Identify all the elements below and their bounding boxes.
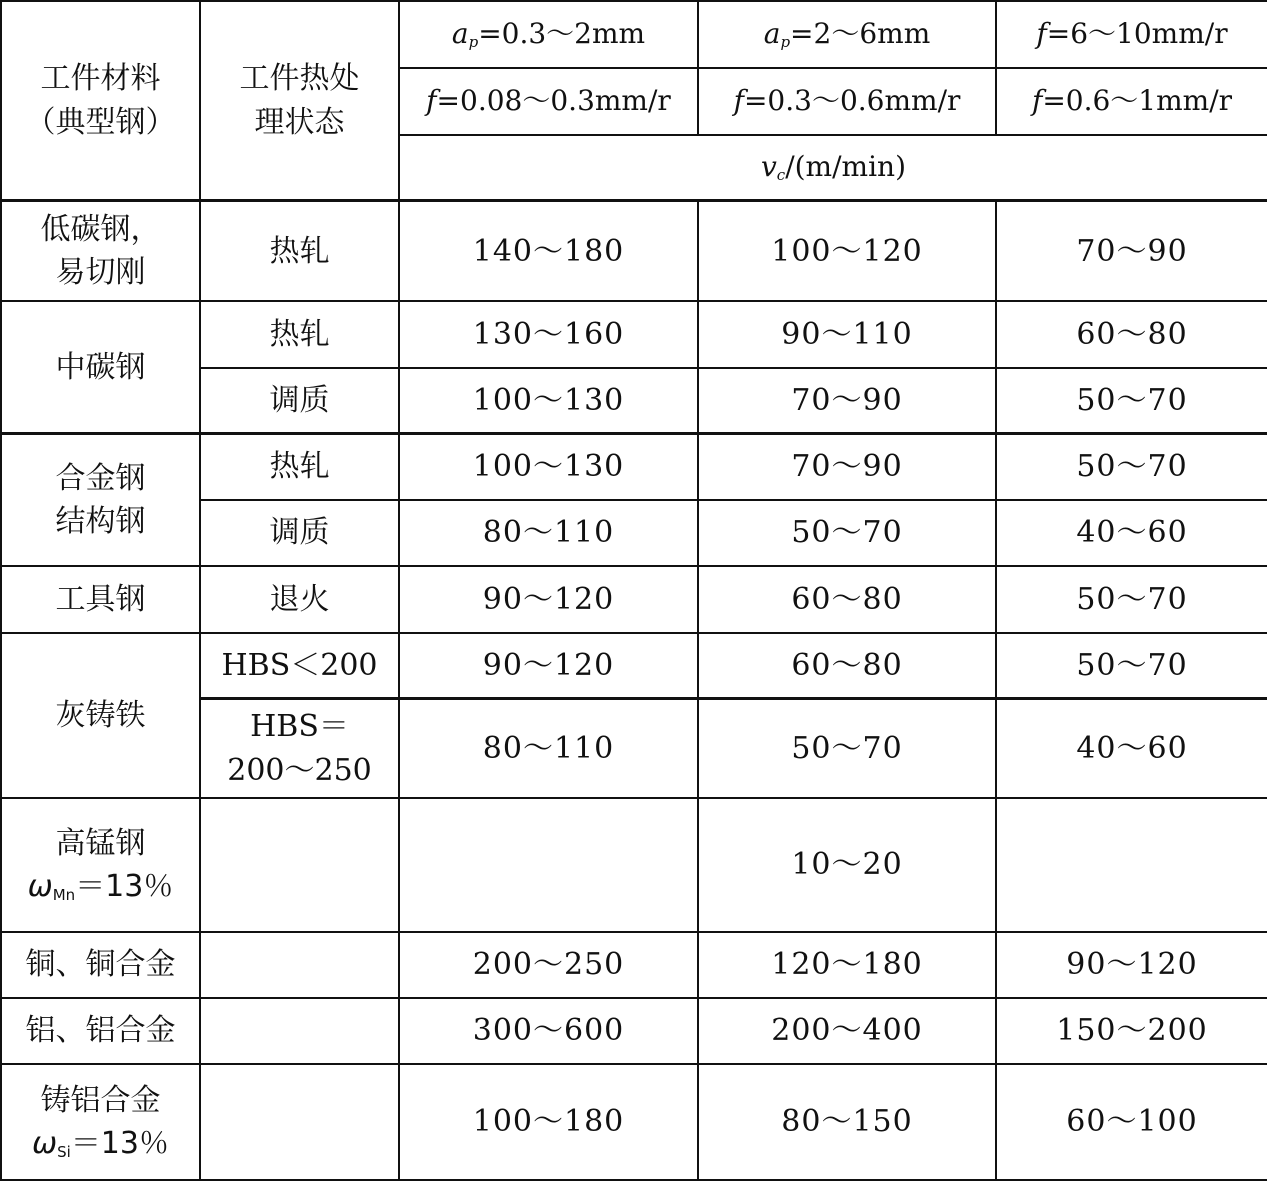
speed-cell: 70～90: [698, 434, 996, 500]
header-ap-col1: $a_p=0.3\sim 2mm$: [399, 1, 698, 68]
table-row: [1, 798, 1267, 932]
treatment-cell: 退火: [200, 566, 399, 632]
table-row: [1, 434, 1267, 500]
speed-cell: 80～110: [399, 500, 698, 566]
speed-cell: 200～400: [698, 998, 996, 1064]
header-f-col1: f=0.08～0.3mm/r: [399, 68, 698, 134]
speed-cell: 120～180: [698, 932, 996, 998]
speed-cell: 50～70: [996, 368, 1267, 434]
speed-cell: 50～70: [996, 434, 1267, 500]
table-row: [1, 1064, 1267, 1180]
table-row: [1, 301, 1267, 367]
speed-cell: 80～150: [698, 1064, 996, 1180]
speed-cell: 200～250: [399, 932, 698, 998]
speed-cell: 80～110: [399, 699, 698, 798]
speed-cell: 90～120: [399, 633, 698, 699]
material-cell: 工具钢: [1, 566, 200, 632]
treatment-cell: [200, 932, 399, 998]
speed-cell: [399, 798, 698, 932]
speed-cell: 140～180: [399, 201, 698, 301]
table-row: [1, 932, 1267, 998]
treatment-cell: HBS＝ 200～250: [200, 699, 399, 798]
speed-cell: 60～80: [698, 566, 996, 632]
treatment-cell: [200, 1064, 399, 1180]
speed-cell: 90～120: [996, 932, 1267, 998]
speed-cell: 40～60: [996, 699, 1267, 798]
speed-cell: 300～600: [399, 998, 698, 1064]
header-f-col3-row1: f=6～10mm/r: [996, 1, 1267, 68]
table-row: [1, 201, 1267, 301]
speed-cell: 40～60: [996, 500, 1267, 566]
treatment-cell: 热轧: [200, 434, 399, 500]
material-cell: 低碳钢， 易切刚: [1, 201, 200, 301]
header-ap-col2: $a_p=2\sim 6mm$: [698, 1, 996, 68]
speed-cell: 60～80: [996, 301, 1267, 367]
speed-cell: 50～70: [996, 566, 1267, 632]
header-row-1: [1, 1, 1267, 68]
material-cell: 铜、铜合金: [1, 932, 200, 998]
treatment-cell: 调质: [200, 368, 399, 434]
material-cell: 灰铸铁: [1, 633, 200, 799]
header-material: 工件材料 （典型钢）: [1, 1, 200, 201]
material-cell: 高锰钢 $\omega_{Mn}=13$％: [1, 798, 200, 932]
treatment-cell: 热轧: [200, 201, 399, 301]
speed-cell: 90～110: [698, 301, 996, 367]
treatment-cell: 热轧: [200, 301, 399, 367]
header-treatment: 工件热处 理状态: [200, 1, 399, 201]
material-cell: 铸铝合金 $\omega_{Si}=13$％: [1, 1064, 200, 1180]
speed-cell: 100～180: [399, 1064, 698, 1180]
treatment-cell: 调质: [200, 500, 399, 566]
treatment-cell: HBS＜200: [200, 633, 399, 699]
treatment-cell: [200, 998, 399, 1064]
speed-cell: 50～70: [996, 633, 1267, 699]
table-row: [1, 998, 1267, 1064]
treatment-cell: [200, 798, 399, 932]
speed-cell: 100～130: [399, 434, 698, 500]
speed-cell: 100～130: [399, 368, 698, 434]
speed-cell: 90～120: [399, 566, 698, 632]
table-row: [1, 566, 1267, 632]
speed-cell: 60～80: [698, 633, 996, 699]
speed-cell: 150～200: [996, 998, 1267, 1064]
table-row: [1, 633, 1267, 699]
speed-cell: 100～120: [698, 201, 996, 301]
speed-cell: 70～90: [996, 201, 1267, 301]
speed-cell: 50～70: [698, 699, 996, 798]
header-f-col2: f=0.3～0.6mm/r: [698, 68, 996, 134]
header-speed-unit: $v_c/(m/\min)$: [399, 135, 1267, 201]
speed-cell: [996, 798, 1267, 932]
material-cell: 中碳钢: [1, 301, 200, 434]
material-cell: 合金钢 结构钢: [1, 434, 200, 567]
material-cell: 铝、铝合金: [1, 998, 200, 1064]
speed-cell: 60～100: [996, 1064, 1267, 1180]
speed-cell: 70～90: [698, 368, 996, 434]
speed-cell: 10～20: [698, 798, 996, 932]
speed-cell: 130～160: [399, 301, 698, 367]
header-f-col3: f=0.6～1mm/r: [996, 68, 1267, 134]
speed-cell: 50～70: [698, 500, 996, 566]
